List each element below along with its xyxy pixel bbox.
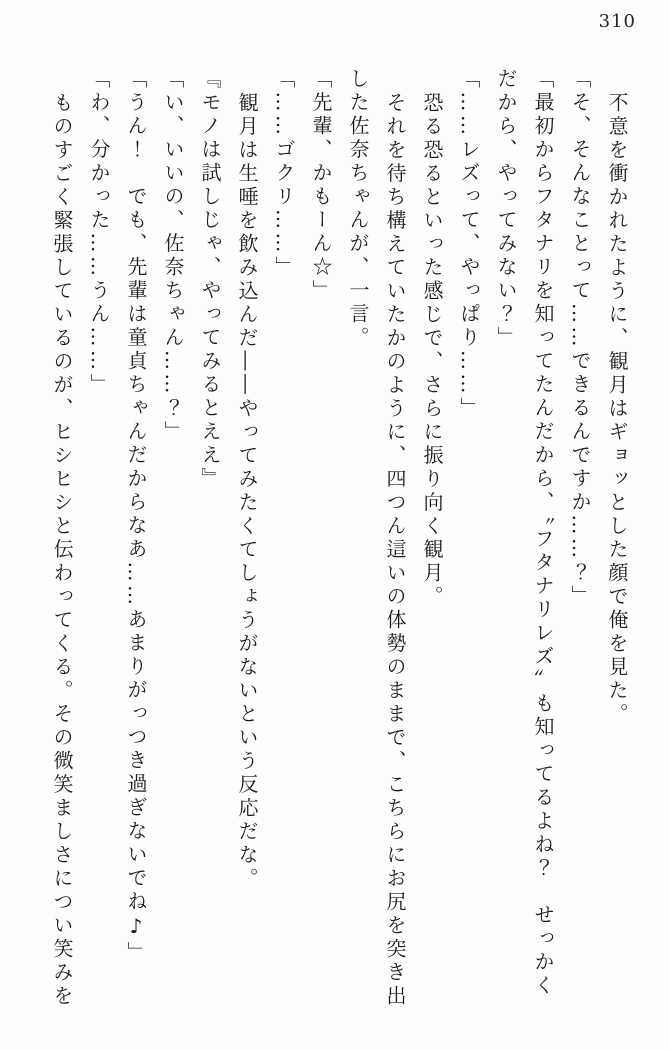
page-number: 310 [598,11,636,32]
text-line: 観月は生唾を飲み込んだ――やってみたくてしょうがないという反応だな。 [235,91,259,891]
text-line: した佐奈ちゃんが、一言。 [346,68,370,350]
text-line: 「い、いいの、佐奈ちゃん……？」 [161,68,185,444]
text-line: 不意を衝かれたように、観月はギョッとした顔で俺を見た。 [605,91,629,726]
text-block [43,68,635,1020]
text-line: 「……レズって、やっぱり……」 [457,68,481,421]
text-line: それを待ち構えていたかのように、四つん這いの体勢のままで、こちらにお尻を突き出 [383,91,407,1008]
text-line: だから、やってみない？」 [494,68,518,350]
text-line: 『モノは試しじゃ、やってみるとええ』 [198,68,222,491]
text-line: 「うん！ でも、先輩は童貞ちゃんだからなあ……あまりがっつき過ぎないでね♪」 [124,68,148,965]
text-line: 「先輩、かもーん☆」 [309,68,333,303]
text-line: 「……ゴクリ……」 [272,68,296,280]
text-line: 「最初からフタナリを知ってたんだから、〝フタナリレズ〟も知ってるよね？ せっかく [531,68,555,998]
text-line: ものすごく緊張しているのが、ヒシヒシと伝わってくる。その微笑ましさについ笑みを [50,91,74,1008]
text-line: 「そ、そんなことって……できるんですか……？」 [568,68,592,609]
text-line: 「わ、分かった……うん……」 [87,68,111,397]
text-line: 恐る恐るといった感じで、さらに振り向く観月。 [420,91,444,609]
